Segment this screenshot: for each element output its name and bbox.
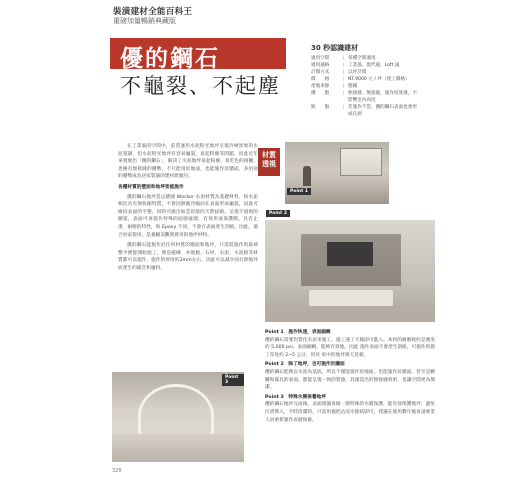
page-number: 328 xyxy=(112,468,122,474)
quick-fact-key: 適用空間 xyxy=(311,56,330,61)
separator: | xyxy=(343,84,345,89)
quick-fact-value: NT.9000 元 / 坪（建工價格） xyxy=(348,77,410,82)
article-subtitle: 不龜裂、不起塵 xyxy=(120,74,281,98)
separator: | xyxy=(343,70,345,75)
quick-fact-value: 若施作不當，優的鋼石表面也會形成孔洞 xyxy=(348,105,417,117)
quick-fact-key: 適用風格 xyxy=(311,63,330,68)
quick-fact-value: 以坪計價 xyxy=(348,70,367,75)
quick-fact-key: 計價方式 xyxy=(311,70,330,75)
photo-label: Point 2 xyxy=(266,210,290,217)
worker-figure xyxy=(303,166,311,186)
quick-facts-heading: 30 秒認識建材 xyxy=(311,44,359,52)
point-heading: Point 2 除了地坪，也可施作於牆面 xyxy=(265,362,345,368)
badge-line: 透視 xyxy=(262,160,276,168)
sofa-shape xyxy=(309,290,393,306)
article-body xyxy=(118,143,258,276)
quick-fact-row xyxy=(311,62,421,69)
floor-shape xyxy=(112,434,244,462)
quick-fact-row xyxy=(311,104,421,118)
quick-fact-row xyxy=(311,83,421,90)
tv-shape xyxy=(327,242,373,266)
series-subtitle: 重磅加量暢銷典藏版 xyxy=(113,17,176,25)
material-badge xyxy=(258,148,280,176)
photo-label: Point 1 xyxy=(287,188,311,195)
floor-shape xyxy=(265,306,435,322)
body-paragraph: 在工業風的空間中，前常運用水泥粉光地坪呈現冷硬原始的水泥基調，但水泥粉光地坪有容易龜裂、易起粉塵等問題，因此近年來發展出「優的鋼石」，解決了水泥地坪易起粉塵、易吃色的困擾，也擁有無接縫的優勢，不只能用於地面，也能施作於牆面，多用途的優勢成為居家裝潢的建材新寵兒。 xyxy=(118,144,258,180)
article-title: 優的鋼石 xyxy=(120,45,220,72)
quick-fact-value: 各種空間適用 xyxy=(348,56,376,61)
point-text: 優的鋼石能夠以水泥為基底，所以不僅能施作於地面，也能施作於牆面，甚至是櫥櫃和傢具的表面，都能呈現一致的質感，其創造出的無接縫效果，也讓空間更為簡潔。 xyxy=(265,369,435,391)
quick-fact-key: 優 點 xyxy=(311,91,330,96)
photo-floor-room xyxy=(285,142,389,204)
separator: | xyxy=(343,91,345,96)
quick-fact-value: 無接縫、無接縫，施作厚度薄，不影響室內高度 xyxy=(348,91,417,103)
quick-fact-value: 工業風、現代風、Loft 風 xyxy=(348,63,400,68)
quick-fact-row xyxy=(311,69,421,76)
points-list xyxy=(265,327,435,424)
quick-fact-value: 德國 xyxy=(348,84,358,89)
point-heading: Point 1 施作快速，表面細緻 xyxy=(265,330,331,335)
photo-living-room xyxy=(265,220,435,322)
photo-staircase xyxy=(112,372,244,462)
separator: | xyxy=(343,56,345,61)
series-title: 裝潢建材全能百科王 xyxy=(113,7,193,17)
point-text: 優的鋼石地坪完成後，表面建議再做一層特殊的水膜保護，能有效保護地坪，避免污漬滲入，平時清潔時，只需用拖把沾清水擦拭即可，建議在使用數年後再請專業人員重新施作表層保養。 xyxy=(265,402,435,423)
quick-fact-key: 缺 點 xyxy=(311,105,330,110)
separator: | xyxy=(343,105,345,110)
separator: | xyxy=(343,63,345,68)
window-shape xyxy=(340,148,382,176)
quick-fact-key: 產地來源 xyxy=(311,84,330,89)
point-text: 優的鋼石需要均質化水泥來施工，施工速了天後即可進入。本材的耐磨耗約是強度約 5,000 psi，表面細緻，能夠有效地，因此 施作表面不會產生刮痕，可施作的施工厚度約 2~5 公分，用於 家中的地坪與天花板。 xyxy=(265,337,435,358)
quick-fact-row xyxy=(311,55,421,62)
quick-fact-row xyxy=(311,90,421,104)
separator: | xyxy=(343,77,345,82)
body-paragraph: 優的鋼石地坪是以德國 Wacker 水泥材質為基礎材料，和水泥相比具有無收縮特質，不會因熱漲冷縮而在表面形成龜裂，因此可維持表面的平整，同時可做出如雲彩般的天然紋路，呈現不規則的圖案，表面可再施作特殊的面層處理，有效形成保護膜，具有止滑、耐磨的特性，和 Epoxy 不同，不會在表面產生刮痕，因此，適合居家使用，是兼顧美觀與實用的地坪材料。 xyxy=(118,194,258,238)
quick-fact-key: 價 格 xyxy=(311,77,330,82)
badge-line: 材質 xyxy=(262,151,276,159)
section-heading: 各種材質的壁面和地坪皆能施作 xyxy=(118,184,184,190)
photo-label: Point 3 xyxy=(222,374,244,386)
point-heading: Point 3 特殊水膜保養地坪 xyxy=(265,394,326,400)
body-paragraph: 優的鋼石能施作於任何材質的牆面和地坪，只需將施作的區域整平便能開始施工，像是磁磚、木地板、石材、水泥、水泥板等材質都可以施作，施作的厚度約2mm左右，因此可以減少因打除地坪而產生的噪音和廢料。 xyxy=(118,243,258,271)
quick-fact-row xyxy=(311,76,421,83)
quick-facts-box xyxy=(311,43,421,118)
